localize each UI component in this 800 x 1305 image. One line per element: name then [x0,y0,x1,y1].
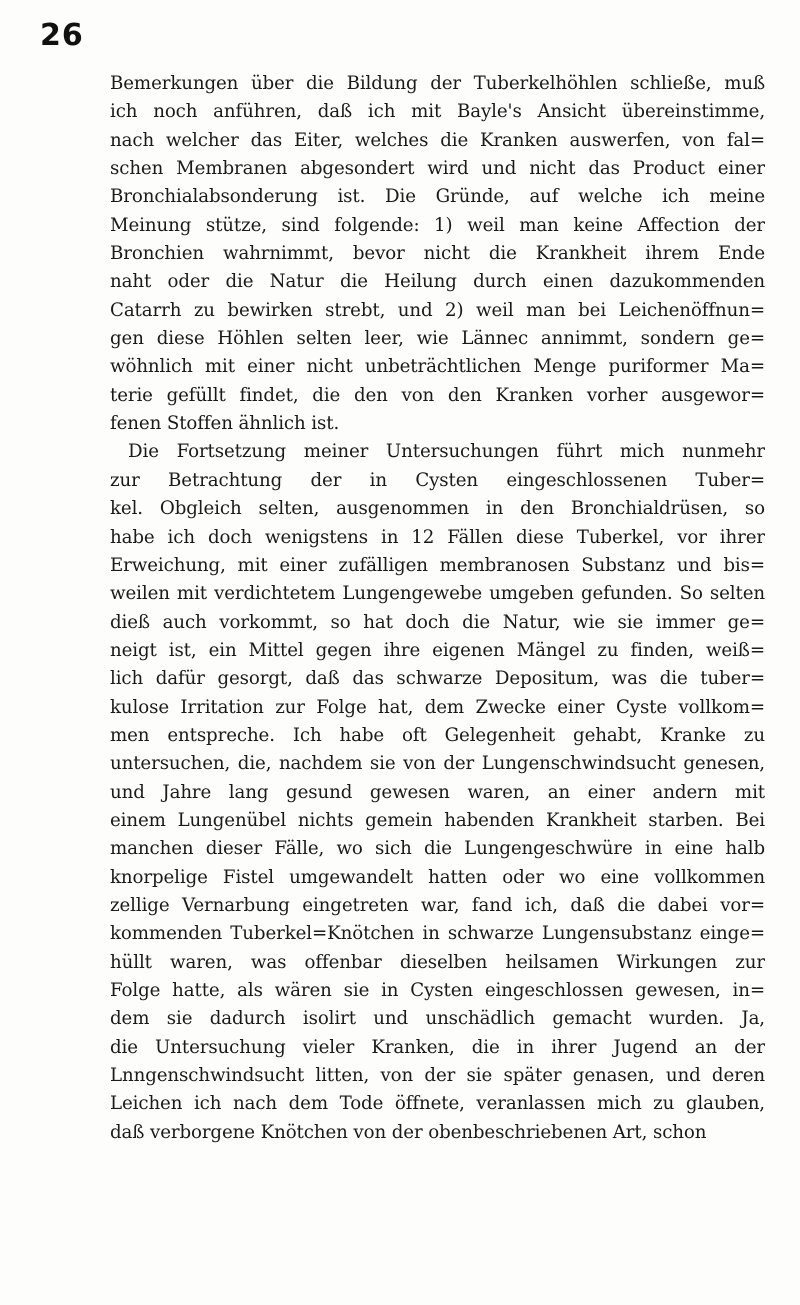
text-line: einem Lungenübel nichts gemein habenden Krankheit starben. Bei [110,809,765,831]
text-line: zur Betrachtung der in Cysten eingeschlossenen Tuber= [110,469,765,491]
text-line: Bronchien wahrnimmt, bevor nicht die Krankheit ihrem Ende [110,243,765,265]
body-text [110,70,765,1147]
text-line: manchen dieser Fälle, wo sich die Lungengeschwüre in eine halb [110,838,765,860]
text-line: hüllt waren, was offenbar dieselben heilsamen Wirkungen zur [110,951,765,973]
text-line: habe ich doch wenigstens in 12 Fällen diese Tuberkel, vor ihrer [110,526,765,548]
page-number: 26 [40,18,84,53]
text-line: neigt ist, ein Mittel gegen ihre eigenen Mängel zu finden, weiß= [110,639,765,661]
text-line: zellige Vernarbung eingetreten war, fand ich, daß die dabei vor= [110,894,765,916]
text-line: untersuchen, die, nachdem sie von der Lungenschwindsucht genesen, [110,753,765,775]
text-line: Die Fortsetzung meiner Untersuchungen führt mich nunmehr [128,441,765,463]
text-line: Leichen ich nach dem Tode öffnete, veranlassen mich zu glauben, [110,1093,765,1115]
text-line: Bronchialabsonderung ist. Die Gründe, auf welche ich meine [110,186,765,208]
text-line: dem sie dadurch isolirt und unschädlich gemacht wurden. Ja, [110,1008,765,1030]
text-line: Folge hatte, als wären sie in Cysten eingeschlossen gewesen, in= [110,980,765,1001]
text-line: Erweichung, mit einer zufälligen membranosen Substanz und bis= [110,554,765,576]
text-line: gen diese Höhlen selten leer, wie Lännec annimmt, sondern ge= [110,328,765,350]
text-line: wöhnlich mit einer nicht unbeträchtlichen Menge puriformer Ma= [110,356,765,378]
text-line: lich dafür gesorgt, daß das schwarze Depositum, was die tuber= [110,668,765,690]
text-line: kulose Irritation zur Folge hat, dem Zwecke einer Cyste vollkom= [110,696,765,718]
text-line: Lnngenschwindsucht litten, von der sie später genasen, und deren [110,1065,765,1087]
text-line: die Untersuchung vieler Kranken, die in ihrer Jugend an der [110,1036,765,1058]
text-line: Meinung stütze, sind folgende: 1) weil man keine Affection der [110,214,765,236]
text-line: fenen Stoffen ähnlich ist. [110,413,340,435]
text-line: naht oder die Natur die Heilung durch einen dazukommenden [110,271,765,293]
text-line: kel. Obgleich selten, ausgenommen in den Bronchialdrüsen, so [110,498,765,520]
text-line: knorpelige Fistel umgewandelt hatten oder wo eine vollkommen [110,866,765,888]
text-line: terie gefüllt findet, die den von den Kranken vorher ausgewor= [110,384,765,406]
text-line: nach welcher das Eiter, welches die Kranken auswerfen, von fal= [110,129,765,151]
text-line: schen Membranen abgesondert wird und nicht das Product einer [110,158,765,180]
text-line: men entspreche. Ich habe oft Gelegenheit gehabt, Kranke zu [110,724,765,746]
text-line: und Jahre lang gesund gewesen waren, an einer andern mit [110,781,765,803]
text-line: weilen mit verdichtetem Lungengewebe umgeben gefunden. So selten [110,583,765,605]
text-line: Bemerkungen über die Bildung der Tuberkelhöhlen schließe, muß [110,73,765,94]
text-line: ich noch anführen, daß ich mit Bayle's Ansicht übereinstimme, [110,101,765,123]
text-line: daß verborgene Knötchen von der obenbeschriebenen Art, schon [110,1121,707,1143]
text-line: Catarrh zu bewirken strebt, und 2) weil man bei Leichenöffnun= [110,299,765,321]
text-line: kommenden Tuberkel=Knötchen in schwarze Lungensubstanz einge= [110,923,765,945]
text-line: dieß auch vorkommt, so hat doch die Natur, wie sie immer ge= [110,611,765,633]
